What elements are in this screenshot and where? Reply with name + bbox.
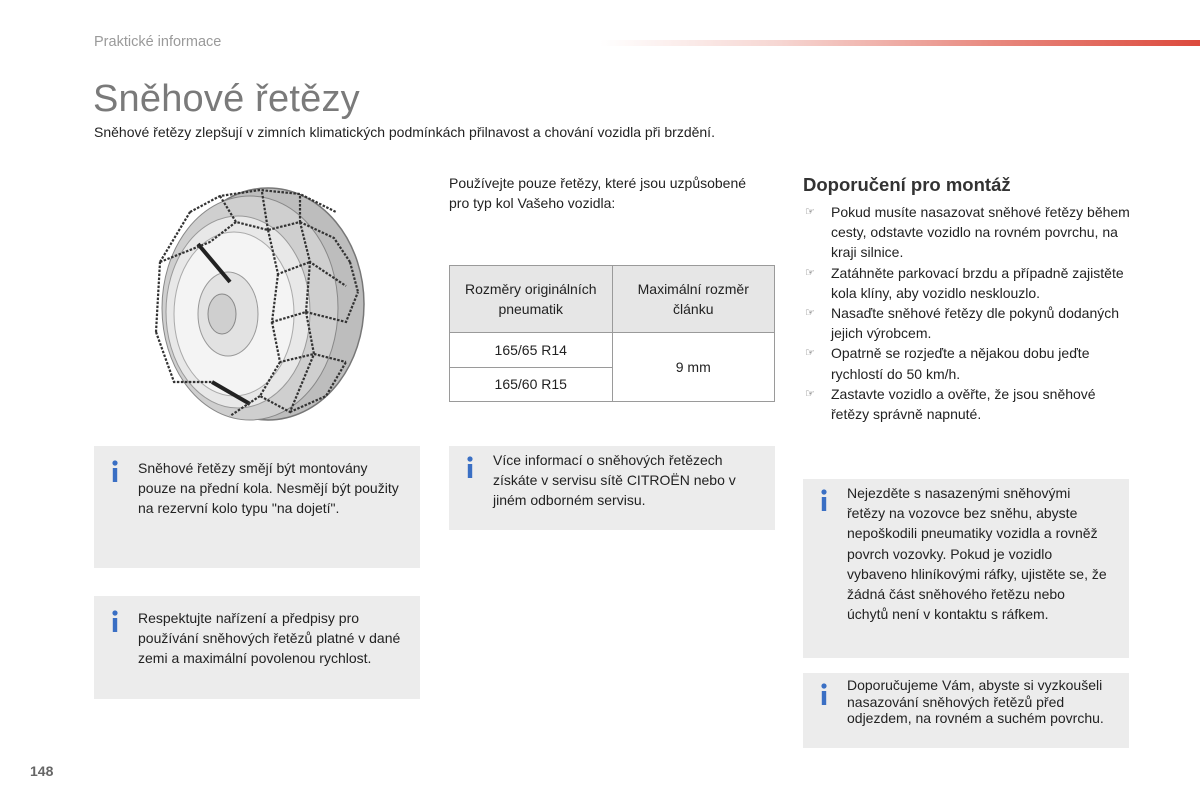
tire-size-table [449, 265, 775, 402]
list-item [803, 263, 1133, 303]
chain-usage-note: Používejte pouze řetězy, které jsou uzpůsobené pro typ kol Vašeho vozidla: [449, 175, 747, 211]
section-label: Praktické informace [94, 34, 222, 50]
list-item [803, 202, 1133, 263]
table-row [450, 333, 775, 367]
list-item-text: Zastavte vozidlo a ověřte, že jsou sněhové řetězy správně napnuté. [831, 385, 1096, 423]
info-text: Nejezděte s nasazenými sněhovými řetězy na vozovce bez sněhu, abyste nepoškodili pneumatiky vozidla a rovněž povrch vozovky. Pokud je vozidlo vybaveno hliníkovými ráfky, ujistěte se, že žádná část sněhového řetězu nebo úchytů není v kontaktu s ráfkem. [847, 485, 1107, 623]
info-icon [110, 460, 120, 482]
info-text: Sněhové řetězy smějí být montovány pouze na přední kola. Nesmějí být použity na rezervní kolo typu "na dojetí". [138, 460, 399, 517]
info-text: Respektujte nařízení a předpisy pro používání sněhových řetězů platné v dané zemi a maximální povolenou rychlost. [138, 610, 401, 667]
list-item-text: Pokud musíte nasazovat sněhové řetězy během cesty, odstavte vozidlo na rovném povrchu, na kraji silnice. [831, 204, 1130, 261]
mounting-heading: Doporučení pro montáž [803, 174, 1011, 195]
tire-with-snow-chains-icon [150, 182, 368, 432]
info-text: Více informací o sněhových řetězech získáte v servisu sítě CITROËN nebo v jiném odborném servisu. [493, 452, 736, 508]
page-number: 148 [30, 763, 54, 779]
info-icon [819, 489, 829, 511]
header-accent-bar [600, 40, 1200, 46]
info-box-citroen-service [449, 446, 775, 530]
list-item [803, 384, 1133, 424]
table-header-row [450, 266, 775, 333]
info-box-no-snow-driving [803, 479, 1129, 658]
info-box-practice-fitting [803, 673, 1129, 748]
column-header-tire-size: Rozměry originálních pneumatik [450, 266, 613, 333]
info-icon [110, 610, 120, 632]
column-header-link-size: Maximální rozměr článku [612, 266, 775, 333]
pointing-hand-icon: ☞ [805, 266, 815, 279]
info-icon [465, 456, 475, 478]
page-title: Sněhové řetězy [93, 78, 360, 120]
mounting-list [803, 202, 1133, 424]
pointing-hand-icon: ☞ [805, 307, 815, 320]
info-box-regulations [94, 596, 420, 699]
pointing-hand-icon: ☞ [805, 387, 815, 400]
tire-size-cell: 165/60 R15 [450, 367, 613, 401]
list-item-text: Nasaďte sněhové řetězy dle pokynů dodaných jejich výrobcem. [831, 305, 1120, 342]
info-box-front-wheels [94, 446, 420, 568]
intro-text: Sněhové řetězy zlepšují v zimních klimatických podmínkách přilnavost a chování vozidla při brzdění. [94, 124, 715, 140]
list-item [803, 303, 1133, 343]
pointing-hand-icon: ☞ [805, 206, 815, 218]
link-size-cell: 9 mm [612, 333, 775, 402]
info-icon [819, 683, 829, 705]
list-item-text: Zatáhněte parkovací brzdu a případně zajistěte kola klíny, aby vozidlo nesklouzlo. [831, 264, 1124, 301]
pointing-hand-icon: ☞ [805, 347, 815, 360]
list-item-text: Opatrně se rozjeďte a nějakou dobu jeďte rychlostí do 50 km/h. [831, 345, 1090, 382]
info-text: Doporučujeme Vám, abyste si vyzkoušeli nasazování sněhových řetězů před odjezdem, na rovném a suchém povrchu. [847, 677, 1104, 726]
tire-size-cell: 165/65 R14 [450, 333, 613, 367]
list-item [803, 343, 1133, 383]
